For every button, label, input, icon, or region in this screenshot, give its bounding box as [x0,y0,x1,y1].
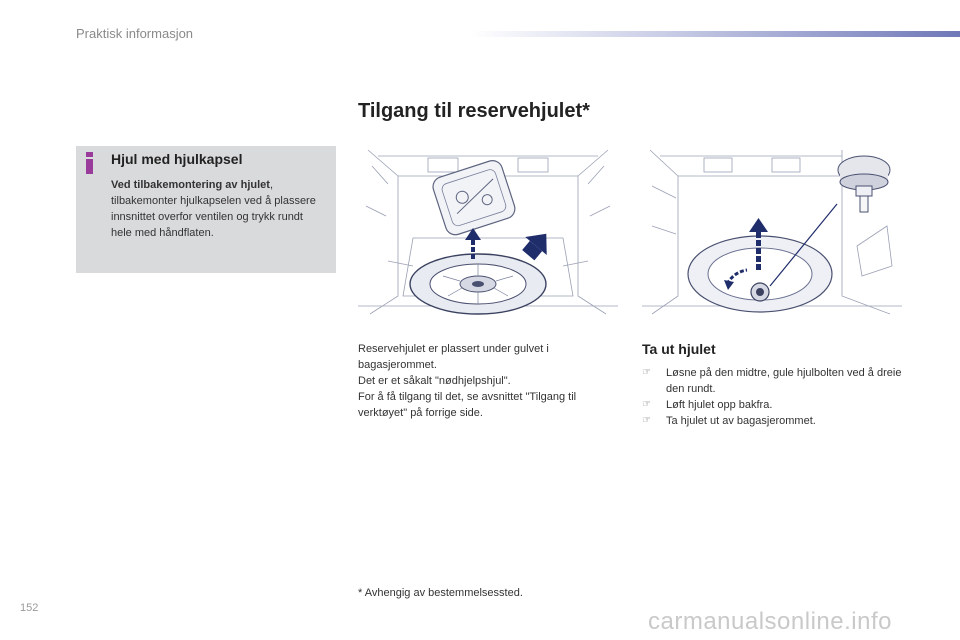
info-box [76,146,336,273]
description-line: Reservehjulet er plassert under gulvet i bagasjerommet. [358,343,549,371]
list-item [642,397,907,413]
info-box-title: Hjul med hjulkapsel [111,151,243,167]
header-bar [470,31,960,37]
spare-wheel-illustration [358,146,618,322]
list-item [642,365,907,397]
footnote: * Avhengig av bestemmelsessted. [358,587,523,599]
arrow-bullet-icon: ☞ [642,367,651,378]
list-item [642,413,907,429]
info-box-text-rest: , tilbakemonter hjulkapselen ved å plassere innsnittet overfor ventilen og trykk rundt hele med håndflaten. [111,179,316,239]
wheel-removal-illustration [642,146,902,322]
section-header: Praktisk informasjon [76,26,194,41]
page-title: Tilgang til reservehjulet* [358,100,590,122]
step-text: Ta hjulet ut av bagasjerommet. [666,415,816,427]
arrow-bullet-icon: ☞ [642,415,651,426]
description-line: Det er et såkalt "nødhjelpshjul". [358,375,511,387]
description-line: For å få tilgang til det, se avsnittet "Tilgang til verktøyet" på forrige side. [358,391,577,419]
description-paragraph [358,341,618,421]
info-box-text [111,177,326,241]
info-box-text-bold: Ved tilbakemontering av hjulet [111,179,270,191]
watermark: carmanualsonline.info [648,608,892,635]
arrow-bullet-icon: ☞ [642,399,651,410]
info-icon [84,152,96,176]
step-text: Løft hjulet opp bakfra. [666,399,773,411]
remove-wheel-steps [642,365,907,429]
remove-wheel-title: Ta ut hjulet [642,341,716,357]
page-number: 152 [20,602,39,614]
step-text: Løsne på den midtre, gule hjulbolten ved å dreie den rundt. [666,367,902,395]
